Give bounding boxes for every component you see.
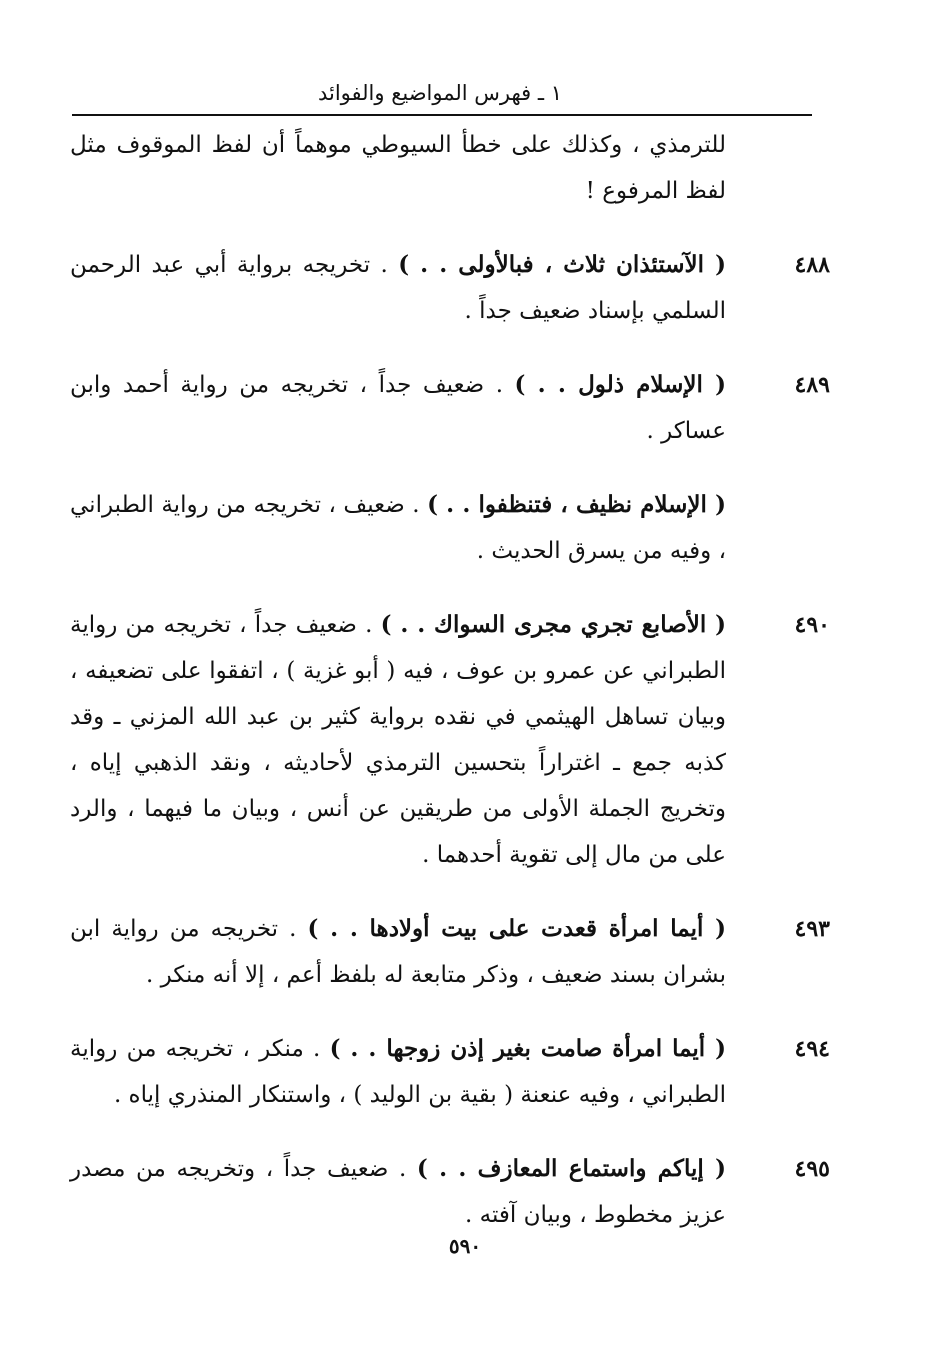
entry-text: . ضعيف جداً ، تخريجه من رواية الطبراني عن عمرو بن عوف ، فيه ( أبو غزية ) ، اتفقوا على تضعيفه ، وبيان تساهل الهيثمي في نقده برواية كثير بن عبد الله المزني ـ وقد كذبه جمع ـ اغتراراً بتحسين الترمذي لأحاديثه ، ونقد الذهبي إياه ، وتخريج الجملة الأولى من طريقين عن أنس ، وبيان ما فيهما ، والرد على من مال إلى تقوية أحدهما . xyxy=(70,612,726,868)
entry-body xyxy=(70,482,726,574)
entry-number: ٤٩٤ xyxy=(794,1036,830,1062)
index-entry xyxy=(70,1026,830,1118)
entry-text: . تخريجه من رواية ابن بشران بسند ضعيف ، وذكر متابعة له بلفظ أعم ، إلا أنه منكر . xyxy=(70,916,726,988)
entry-body xyxy=(70,602,726,878)
entry-number: ٤٩٠ xyxy=(794,612,830,638)
entry-body xyxy=(70,1146,726,1238)
entry-body xyxy=(70,906,726,998)
entry-number: ٤٩٣ xyxy=(794,916,830,942)
index-entry xyxy=(70,602,830,878)
entry-text: . منكر ، تخريجه من رواية الطبراني ، وفيه عنعنة ( بقية بن الوليد ) ، واستنكار المنذري إياه . xyxy=(70,1036,726,1108)
entry-hadith-title: ( الإسلام نظيف ، فتنظفوا . . ) xyxy=(427,491,726,518)
index-entry xyxy=(70,242,830,334)
entry-hadith-title: ( الآستئذان ثلاث ، فبالأولى . . ) xyxy=(398,251,726,278)
entry-hadith-title: ( أيما امرأة قعدت على بيت أولادها . . ) xyxy=(307,915,726,942)
entry-hadith-title: ( الإسلام ذلول . . ) xyxy=(514,371,726,398)
page-number: ٥٩٠ xyxy=(448,1234,482,1258)
entry-hadith-title: ( أيما امرأة صامت بغير إذن زوجها . . ) xyxy=(329,1035,726,1062)
entry-body xyxy=(70,1026,726,1118)
entry-number: ٤٨٩ xyxy=(794,372,830,398)
running-header: ١ ـ فهرس المواضيع والفوائد xyxy=(317,81,563,105)
index-content xyxy=(70,122,830,1238)
entry-text: . ضعيف جداً ، تخريجه من رواية أحمد وابن عساكر . xyxy=(70,372,726,444)
entry-body xyxy=(70,362,726,454)
entry-number: ٤٩٥ xyxy=(794,1156,830,1182)
index-entry xyxy=(70,362,830,454)
entry-number: ٤٨٨ xyxy=(794,252,830,278)
entry-text: . تخريجه برواية أبي عبد الرحمن السلمي بإسناد ضعيف جداً . xyxy=(70,252,726,324)
continued-paragraph: للترمذي ، وكذلك على خطأ السيوطي موهماً أن لفظ الموقوف مثل لفظ المرفوع ! xyxy=(70,132,726,204)
entry-body xyxy=(70,242,726,334)
entry-hadith-title: ( إياكم واستماع المعازف . . ) xyxy=(416,1155,726,1182)
index-entry xyxy=(70,482,830,574)
index-entry xyxy=(70,1146,830,1238)
entry-hadith-title: ( الأصابع تجري مجرى السواك . . ) xyxy=(380,611,726,638)
entry-text: . ضعيف جداً ، وتخريجه من مصدر عزيز مخطوط ، وبيان آفته . xyxy=(70,1156,726,1228)
header-divider xyxy=(72,114,812,116)
index-entry xyxy=(70,906,830,998)
entry-text: . ضعيف ، تخريجه من رواية الطبراني ، وفيه من يسرق الحديث . xyxy=(70,492,726,564)
